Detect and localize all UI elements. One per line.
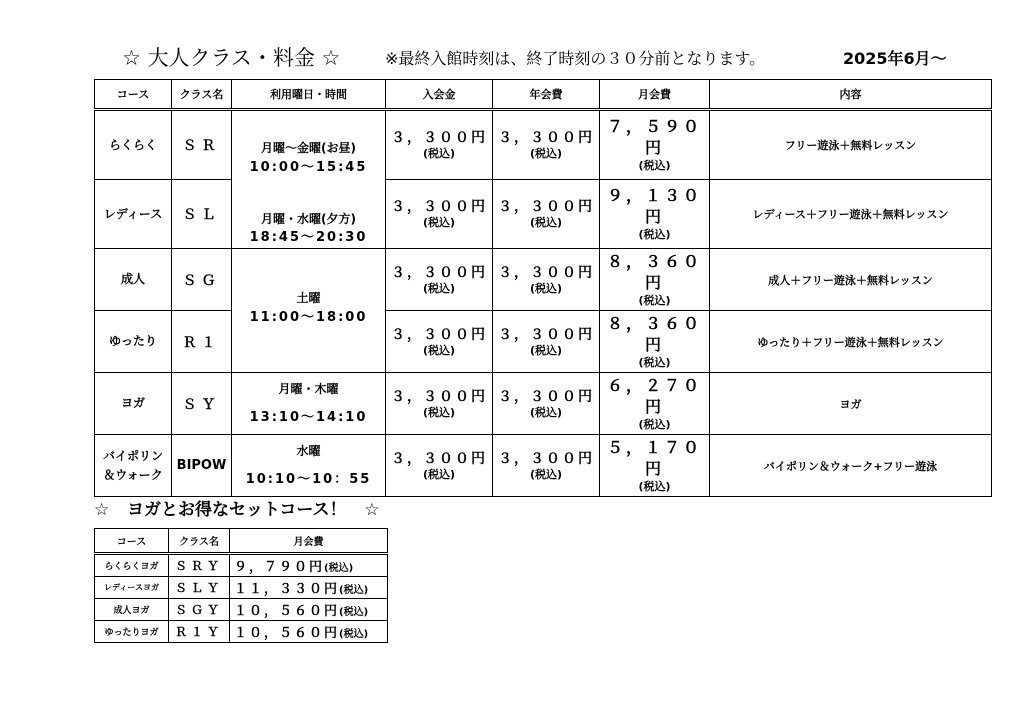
tax-label: (税込) [422,281,456,295]
schedule-time: 10:00～15:45 [249,159,368,175]
effective-date: 2025年6月～ [843,49,947,68]
monthly-fee [600,110,710,180]
table-row [95,373,992,435]
monthly-fee [600,180,710,249]
class-code: Ｒ１ [172,311,232,373]
annual-fee [493,110,600,180]
schedule-days: 月曜・水曜(夕方) [261,211,356,226]
fee-value: １１，３３０円 [234,582,340,597]
fee-value: ９，７９０円 [234,560,325,575]
fee-value: ５，１７０円 [606,438,702,478]
monthly-fee [230,599,388,621]
entry-fee [386,373,493,435]
fee-value: ３，３００円 [498,326,594,343]
course-name: 成人 [95,249,172,311]
fee-value: ３，３００円 [391,388,487,405]
class-code: Ｒ１Ｙ [169,621,230,643]
entry-time-note: ※最終入館時刻は、終了時刻の３０分前となります。 [385,49,766,68]
fee-value: ３，３００円 [391,264,487,281]
tax-label: (税込) [529,343,563,357]
annual-fee [493,180,600,249]
tax-label: (税込) [529,281,563,295]
tax-label: (税込) [324,563,354,574]
table-row [95,621,388,643]
schedule-time: 18:45～20:30 [249,230,368,246]
monthly-fee [600,373,710,435]
header-schedule: 利用曜日・時間 [232,80,386,110]
star-icon: ☆ [364,500,380,520]
fee-value: ３，３００円 [498,129,594,146]
tax-label: (税込) [422,216,456,230]
annual-fee [493,373,600,435]
class-code: ＳＬＹ [169,577,230,599]
course-name: レディース [95,180,172,249]
course-name [95,435,172,497]
course-name: らくらくヨガ [95,554,169,577]
schedule-time: 10:10～10：55 [245,472,372,488]
schedule-days: 月曜・木曜 [278,381,339,396]
fee-value: ８，３６０円 [606,314,702,354]
fee-value: ３，３００円 [391,450,487,467]
content-description: ゆったり＋フリー遊泳＋無料レッスン [710,311,992,373]
entry-fee [386,180,493,249]
annual-fee [493,435,600,497]
adult-class-fee-table [94,79,992,497]
content-description: フリー遊泳＋無料レッスン [710,110,992,180]
schedule-cell [232,435,386,497]
course-name: ゆったり [95,311,172,373]
fee-value: ３，３００円 [498,199,594,216]
fee-value: ７，５９０円 [606,117,702,157]
monthly-fee [230,554,388,577]
content-description: ヨガ [710,373,992,435]
tax-label: (税込) [422,147,456,161]
class-code: ＳＧ [172,249,232,311]
entry-fee [386,435,493,497]
tax-label: (税込) [339,629,369,640]
table-row [95,110,992,180]
tax-label: (税込) [339,585,369,596]
tax-label: (税込) [339,607,369,618]
fee-value: ３，３００円 [498,264,594,281]
tax-label: (税込) [422,343,456,357]
entry-fee [386,311,493,373]
schedule-time: 11:00～18:00 [249,310,368,326]
annual-fee [493,249,600,311]
entry-fee [386,249,493,311]
table-row [95,249,992,311]
fee-value: ８，３６０円 [606,252,702,292]
fee-value: ３，３００円 [391,326,487,343]
fee-value: ３，３００円 [498,450,594,467]
header-course: コース [95,529,169,554]
page-title: ☆ 大人クラス・料金 ☆ [122,46,341,70]
yoga-set-course-table [94,528,388,643]
course-name: ゆったりヨガ [95,621,169,643]
set-course-title-text: ヨガとお得なセットコース！ [127,500,347,520]
schedule-days: 土曜 [296,291,321,306]
schedule-cell [232,249,386,373]
fee-value: ３，３００円 [391,199,487,216]
tax-label: (税込) [529,147,563,161]
tax-label: (税込) [422,405,456,419]
monthly-fee [230,621,388,643]
class-code: ＳＲ [172,110,232,180]
header-content: 内容 [710,80,992,110]
table-row [95,180,992,249]
class-code: ＳＧＹ [169,599,230,621]
set-course-title [94,495,380,520]
header-annual-fee: 年会費 [493,80,600,110]
tax-label: (税込) [638,417,671,431]
header-class: クラス名 [172,80,232,110]
course-name: ヨガ [95,373,172,435]
tax-label: (税込) [529,467,563,481]
fee-value: １０，５６０円 [234,626,340,641]
course-name: らくらく [95,110,172,180]
tax-label: (税込) [638,355,671,369]
fee-value: ３，３００円 [391,129,487,146]
header-class: クラス名 [169,529,230,554]
tax-label: (税込) [529,405,563,419]
schedule-days: 月曜～金曜(お昼) [261,141,356,155]
table-row [95,435,992,497]
class-code: ＳＬ [172,180,232,249]
content-description: レディース＋フリー遊泳＋無料レッスン [710,180,992,249]
tax-label: (税込) [638,293,671,307]
header-course: コース [95,80,172,110]
fee-value: １０，５６０円 [234,604,340,619]
table-row [95,311,992,373]
star-icon: ☆ [94,500,110,520]
fee-value: ３，３００円 [498,388,594,405]
schedule-cell [232,373,386,435]
course-name: 成人ヨガ [95,599,169,621]
header-monthly-fee: 月会費 [600,80,710,110]
monthly-fee [600,249,710,311]
course-name: レディースヨガ [95,577,169,599]
table-header-row [95,529,388,554]
tax-label: (税込) [529,216,563,230]
class-code: ＳＲＹ [169,554,230,577]
class-code: ＳＹ [172,373,232,435]
class-code: BIPOW [172,435,232,497]
fee-value: ９，１３０円 [606,186,702,227]
course-name-line: ＆ウォーク [103,467,163,482]
table-row [95,577,388,599]
schedule-time: 13:10～14:10 [249,410,368,426]
tax-label: (税込) [638,479,671,493]
table-row [95,554,388,577]
monthly-fee [230,577,388,599]
table-header-row [95,80,992,110]
schedule-cell [232,110,386,249]
content-description: 成人＋フリー遊泳＋無料レッスン [710,249,992,311]
entry-fee [386,110,493,180]
fee-value: ６，２７０円 [606,376,702,416]
schedule-days: 水曜 [296,443,321,458]
annual-fee [493,311,600,373]
tax-label: (税込) [638,158,671,172]
tax-label: (税込) [638,228,671,242]
tax-label: (税込) [422,467,456,481]
header-monthly-fee: 月会費 [230,529,388,554]
monthly-fee [600,311,710,373]
content-description: バイポリン＆ウォーク+フリー遊泳 [710,435,992,497]
course-name-line: バイポリン [102,448,163,463]
page-header [0,42,1024,76]
header-entry-fee: 入会金 [386,80,493,110]
monthly-fee [600,435,710,497]
table-row [95,599,388,621]
